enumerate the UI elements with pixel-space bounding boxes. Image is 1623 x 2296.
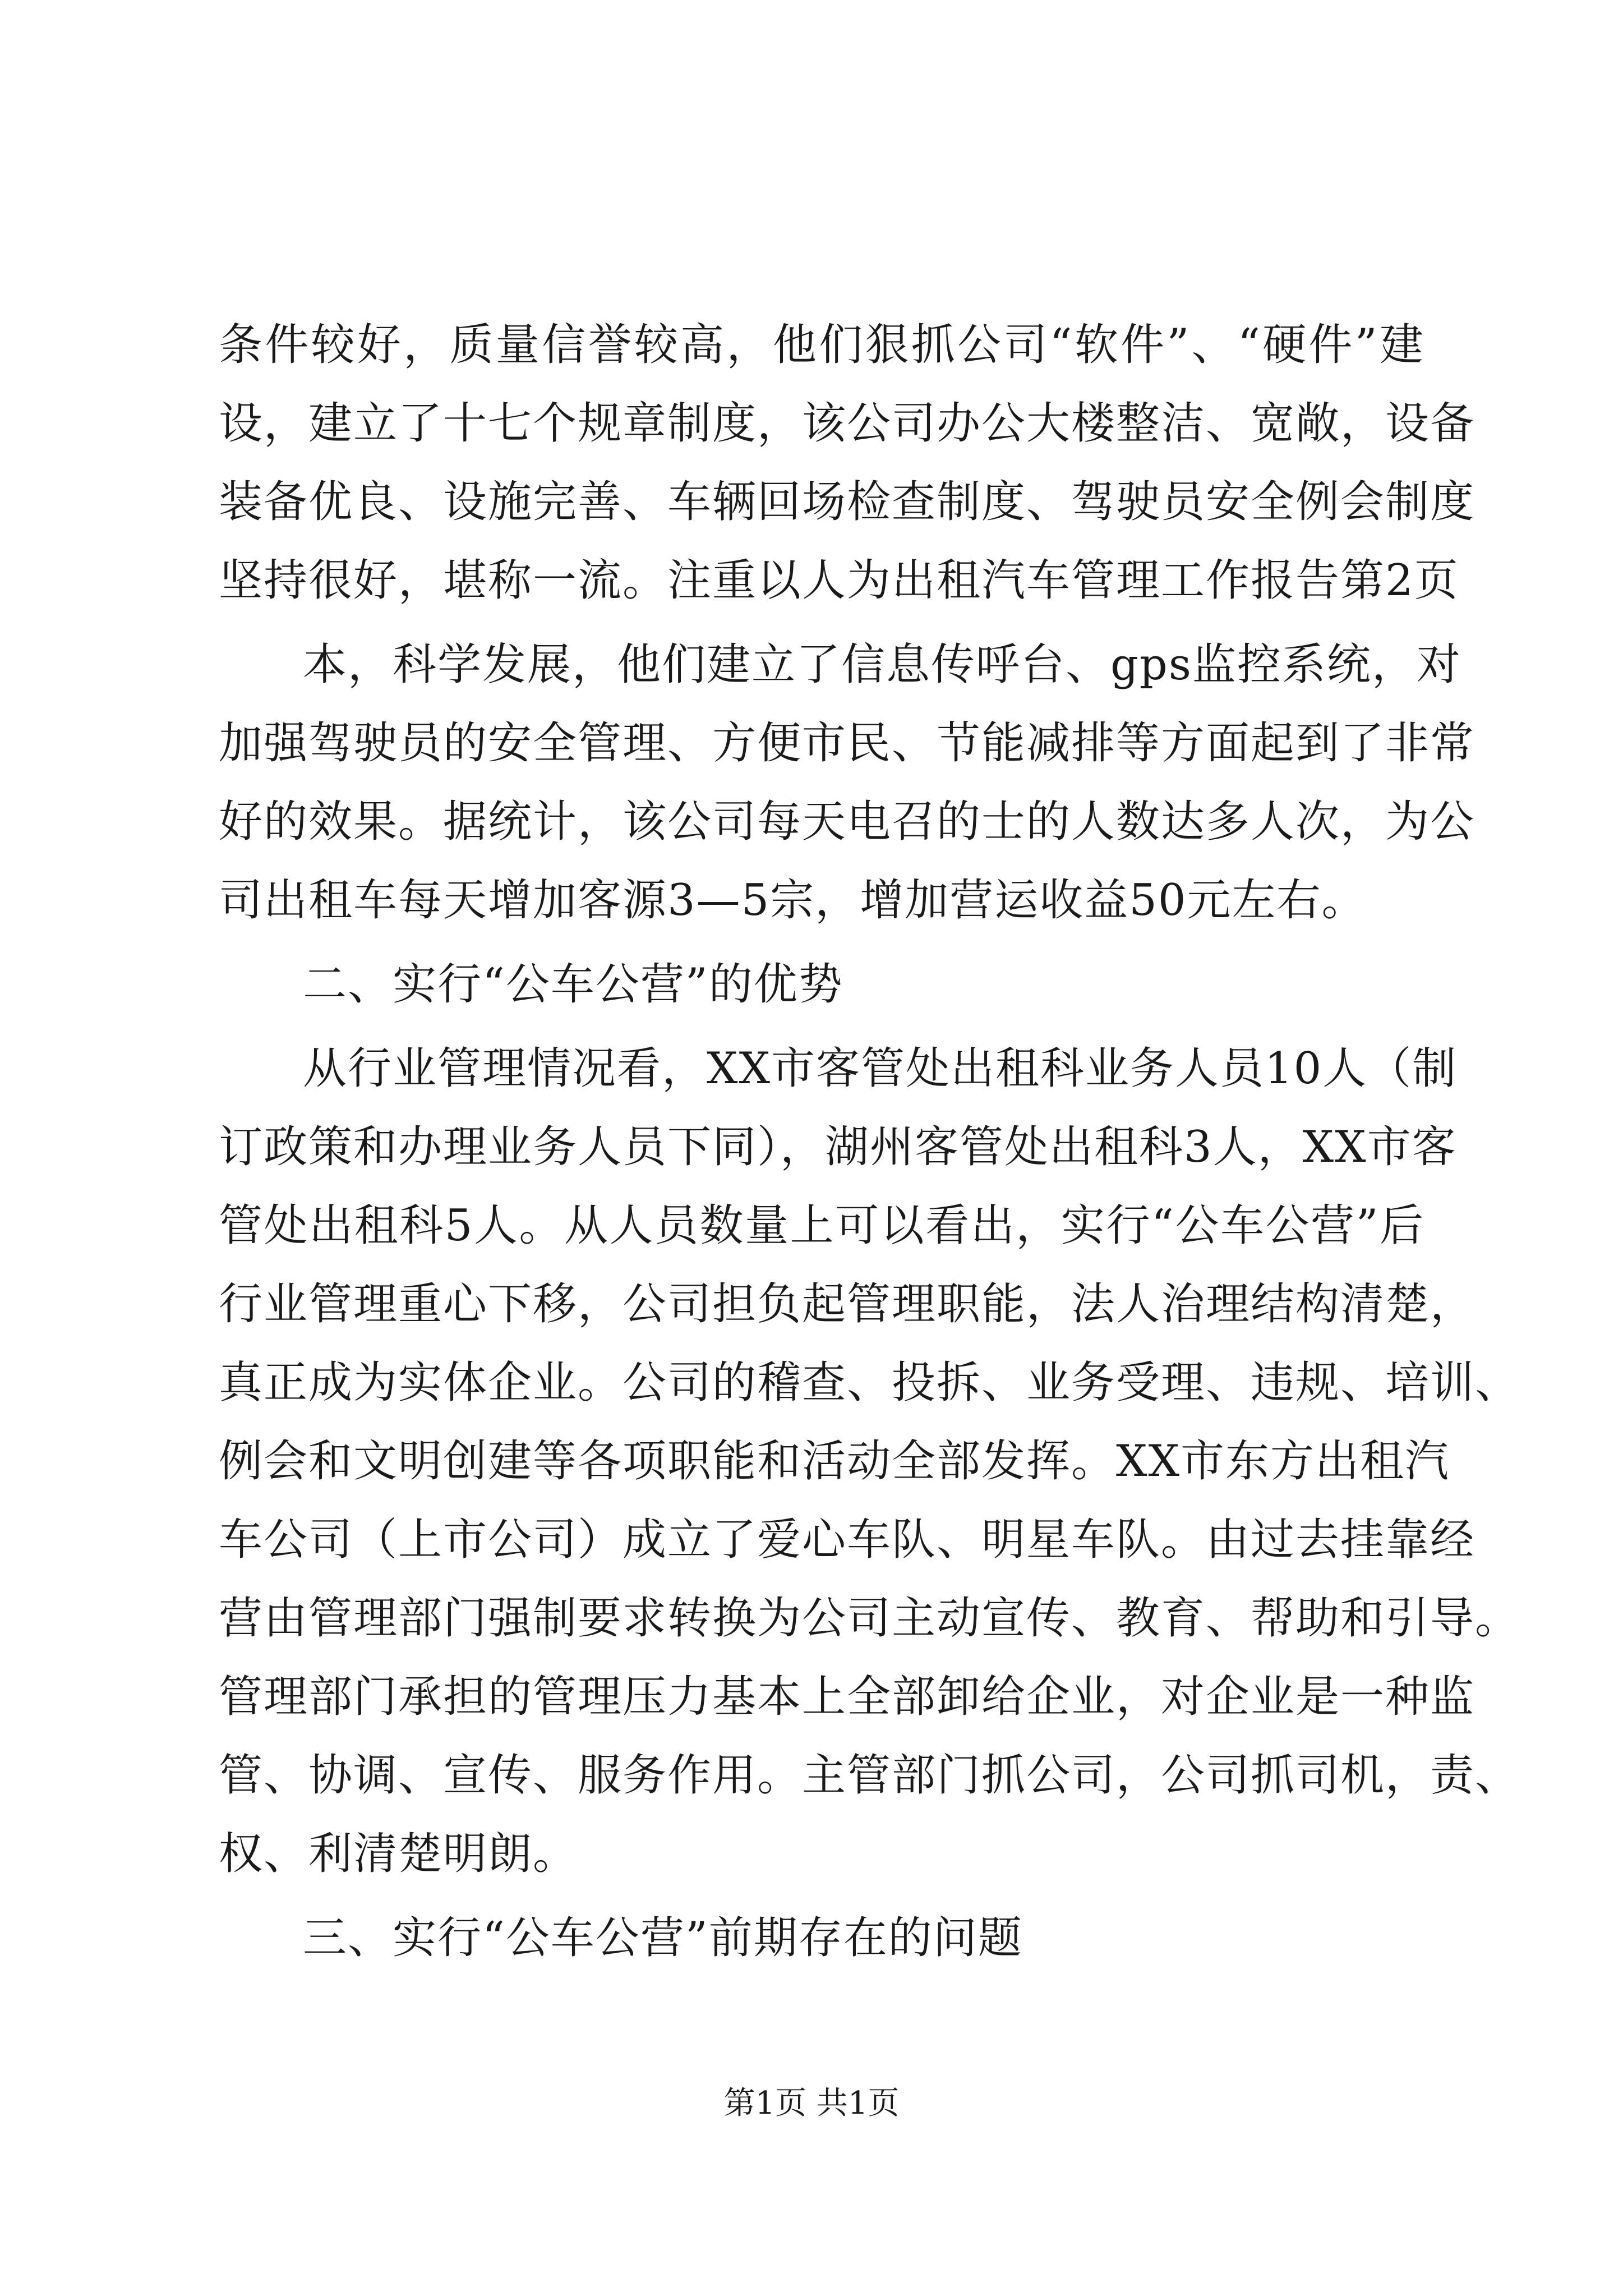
text-line: 好的效果。据统计，该公司每天电召的士的人数达多人次，为公	[219, 797, 1476, 847]
text-line: 设，建立了十七个规章制度，该公司办公大楼整洁、宽敞，设备	[219, 398, 1476, 449]
text-line: 管、协调、宣传、服务作用。主管部门抓公司，公司抓司机，责、	[219, 1750, 1520, 1801]
text-line: 车公司（上市公司）成立了爱心车队、明星车队。由过去挂靠经	[219, 1515, 1476, 1565]
text-line: 条件较好，质量信誉较高，他们狠抓公司“软件”、“硬件”建	[219, 320, 1424, 370]
text-line: 加强驾驶员的安全管理、方便市民、节能减排等方面起到了非常	[219, 718, 1476, 769]
text-line: 营由管理部门强制要求转换为公司主动宣传、教育、帮助和引导。	[219, 1593, 1520, 1644]
text-line: 权、利清楚明朗。	[219, 1829, 578, 1879]
text-line: 司出租车每天增加客源3—5宗，增加营运收益50元左右。	[219, 875, 1367, 926]
text-line: 本，科学发展，他们建立了信息传呼台、gps监控系统，对	[303, 639, 1461, 690]
text-line: 例会和文明创建等各项职能和活动全部发挥。XX市东方出租汽	[219, 1436, 1450, 1487]
section-heading: 三、实行“公车公营”前期存在的问题	[303, 1913, 1023, 1963]
text-line: 坚持很好，堪称一流。注重以人为出租汽车管理工作报告第2页	[219, 555, 1459, 606]
text-line: 真正成为实体企业。公司的稽查、投拆、业务受理、违规、培训、	[219, 1358, 1520, 1408]
section-heading: 二、实行“公车公营”的优势	[303, 959, 843, 1010]
text-line: 装备优良、设施完善、车辆回场检查制度、驾驶员安全例会制度	[219, 477, 1476, 527]
text-line: 管处出租科5人。从人员数量上可以看出，实行“公车公营”后	[219, 1200, 1424, 1251]
page-footer: 第1页 共1页	[723, 2085, 900, 2122]
text-line: 订政策和办理业务人员下同），湖州客管处出租科3人，XX市客	[219, 1122, 1457, 1172]
text-line: 从行业管理情况看，XX市客管处出租科业务人员10人（制	[303, 1043, 1458, 1094]
text-line: 管理部门承担的管理压力基本上全部卸给企业，对企业是一种监	[219, 1672, 1476, 1722]
text-line: 行业管理重心下移，公司担负起管理职能，法人治理结构清楚，	[219, 1279, 1476, 1329]
